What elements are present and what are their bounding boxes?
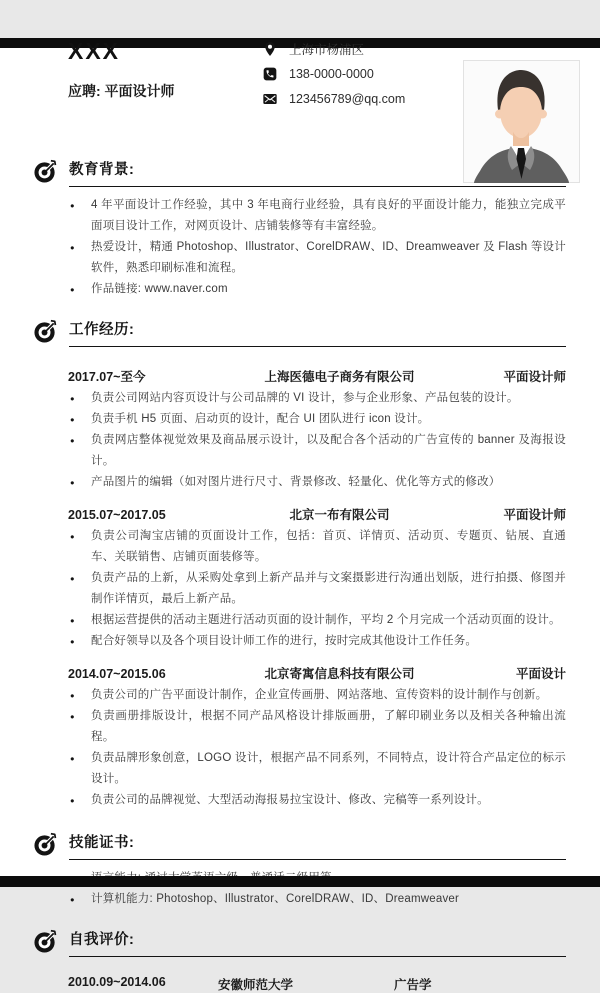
section-work-title: 工作经历:	[69, 322, 135, 338]
contact-location-row	[262, 36, 405, 61]
education-row	[68, 975, 566, 993]
job-company: 北京一布有限公司	[289, 508, 390, 522]
job-bullet: ● 负责网店整体视觉效果及商品展示设计，以及配合各个活动的广告宣传的 banner 及海报设计。	[68, 430, 566, 472]
job-company: 北京寄寓信息科技有限公司	[264, 667, 415, 681]
job-period: 2015.07~2017.05	[68, 508, 166, 522]
job-header	[68, 367, 566, 385]
job-bullet: ● 负责公司网站内容页设计与公司品牌的 VI 设计，参与企业形象、产品包装的设计。	[68, 388, 566, 409]
job-bullet: ● 负责公司的广告平面设计制作，企业宣传画册、网站落地、宣传资料的设计制作与创新。	[68, 685, 566, 706]
job-title: 平面设计师	[503, 508, 566, 522]
section-work-body	[68, 347, 566, 811]
resume-page	[0, 38, 600, 992]
phone-icon	[262, 66, 278, 82]
section-rule	[69, 831, 566, 860]
avatar	[463, 60, 580, 183]
section-self-header	[33, 928, 566, 957]
candidate-name: XXX	[68, 38, 121, 64]
contact-block	[262, 36, 405, 111]
section-skills-header	[33, 831, 566, 860]
section-self-evaluation	[33, 928, 566, 993]
email-icon	[262, 91, 278, 107]
job-title: 平面设计师	[503, 370, 566, 384]
location-icon	[262, 41, 278, 57]
job-bullet: ● 负责公司淘宝店铺的页面设计工作，包括：首页、详情页、活动页、专题页、钻展、直通车、关联销售、店铺页面装修等。	[68, 526, 566, 568]
education-bullet: ● 作品链接: www.naver.com	[68, 279, 566, 300]
job-bullet: ● 负责产品的上新，从采购处拿到上新产品并与文案摄影进行沟通出划版，进行拍摄、修图并制作详情页，最后上新产品。	[68, 568, 566, 610]
education-period: 2010.09~2014.06	[68, 975, 166, 989]
contact-email-row	[262, 86, 405, 111]
job-header	[68, 505, 566, 523]
job-company: 上海医德电子商务有限公司	[264, 370, 415, 384]
location-text: 上海市杨浦区	[289, 42, 365, 57]
section-rule	[69, 928, 566, 957]
education-bullet: ● 4 年平面设计工作经验，其中 3 年电商行业经验，具有良好的平面设计能力，能独立完成平面项目设计工作，对网页设计、店铺装修等有丰富经验。	[68, 195, 566, 237]
job-entry	[68, 367, 566, 493]
job-entry	[68, 505, 566, 652]
job-period: 2014.07~2015.06	[68, 667, 166, 681]
target-dart-icon	[33, 319, 58, 344]
section-rule	[69, 318, 566, 347]
education-bullet: ● 热爱设计，精通 Photoshop、Illustrator、CorelDRAW、ID、Dreamweaver 及 Flash 等设计软件，熟悉印刷标准和流程。	[68, 237, 566, 279]
job-bullet: ● 负责手机 H5 页面、启动页的设计，配合 UI 团队进行 icon 设计。	[68, 409, 566, 430]
job-bullet: ● 产品图片的编辑（如对图片进行尺寸、背景修改、轻量化、优化等方式的修改）	[68, 472, 566, 493]
job-bullet: ● 负责画册排版设计，根据不同产品风格设计排版画册，了解印刷业务以及相关各种输出流程。	[68, 706, 566, 748]
target-dart-icon	[33, 929, 58, 954]
education-major: 广告学	[394, 978, 432, 992]
job-bullet: ● 根据运营提供的活动主题进行活动页面的设计制作，平均 2 个月完成一个活动页面的设计。	[68, 610, 566, 631]
section-education-body	[68, 187, 566, 300]
applying-position: 应聘: 平面设计师	[68, 83, 175, 99]
job-entry	[68, 664, 566, 811]
email-text: 123456789@qq.com	[289, 91, 406, 106]
job-bullet: ● 负责公司的品牌视觉、大型活动海报易拉宝设计、修改、完稿等一系列设计。	[68, 790, 566, 811]
job-bullet: ● 负责品牌形象创意，LOGO 设计，根据产品不同系列，不同特点，设计符合产品定位的标示设计。	[68, 748, 566, 790]
job-header	[68, 664, 566, 682]
job-period: 2017.07~至今	[68, 370, 146, 384]
section-skills	[33, 831, 566, 910]
target-dart-icon	[33, 832, 58, 857]
skill-bullet: ● 计算机能力: Photoshop、Illustrator、CorelDRAW、ID、Dreamweaver	[68, 889, 566, 910]
section-work	[33, 318, 566, 811]
section-self-title: 自我评价:	[69, 932, 135, 948]
section-self-body	[68, 957, 566, 993]
section-education-title: 教育背景:	[69, 162, 135, 178]
bottom-border-bar	[0, 876, 600, 887]
job-title: 平面设计	[515, 667, 566, 681]
section-skills-title: 技能证书:	[69, 835, 135, 851]
phone-text: 138-0000-0000	[289, 66, 374, 81]
job-bullet: ● 配合好领导以及各个项目设计师工作的进行，按时完成其他设计工作任务。	[68, 631, 566, 652]
education-school: 安徽师范大学	[218, 978, 294, 992]
target-dart-icon	[33, 159, 58, 184]
section-work-header	[33, 318, 566, 347]
contact-phone-row	[262, 61, 405, 86]
